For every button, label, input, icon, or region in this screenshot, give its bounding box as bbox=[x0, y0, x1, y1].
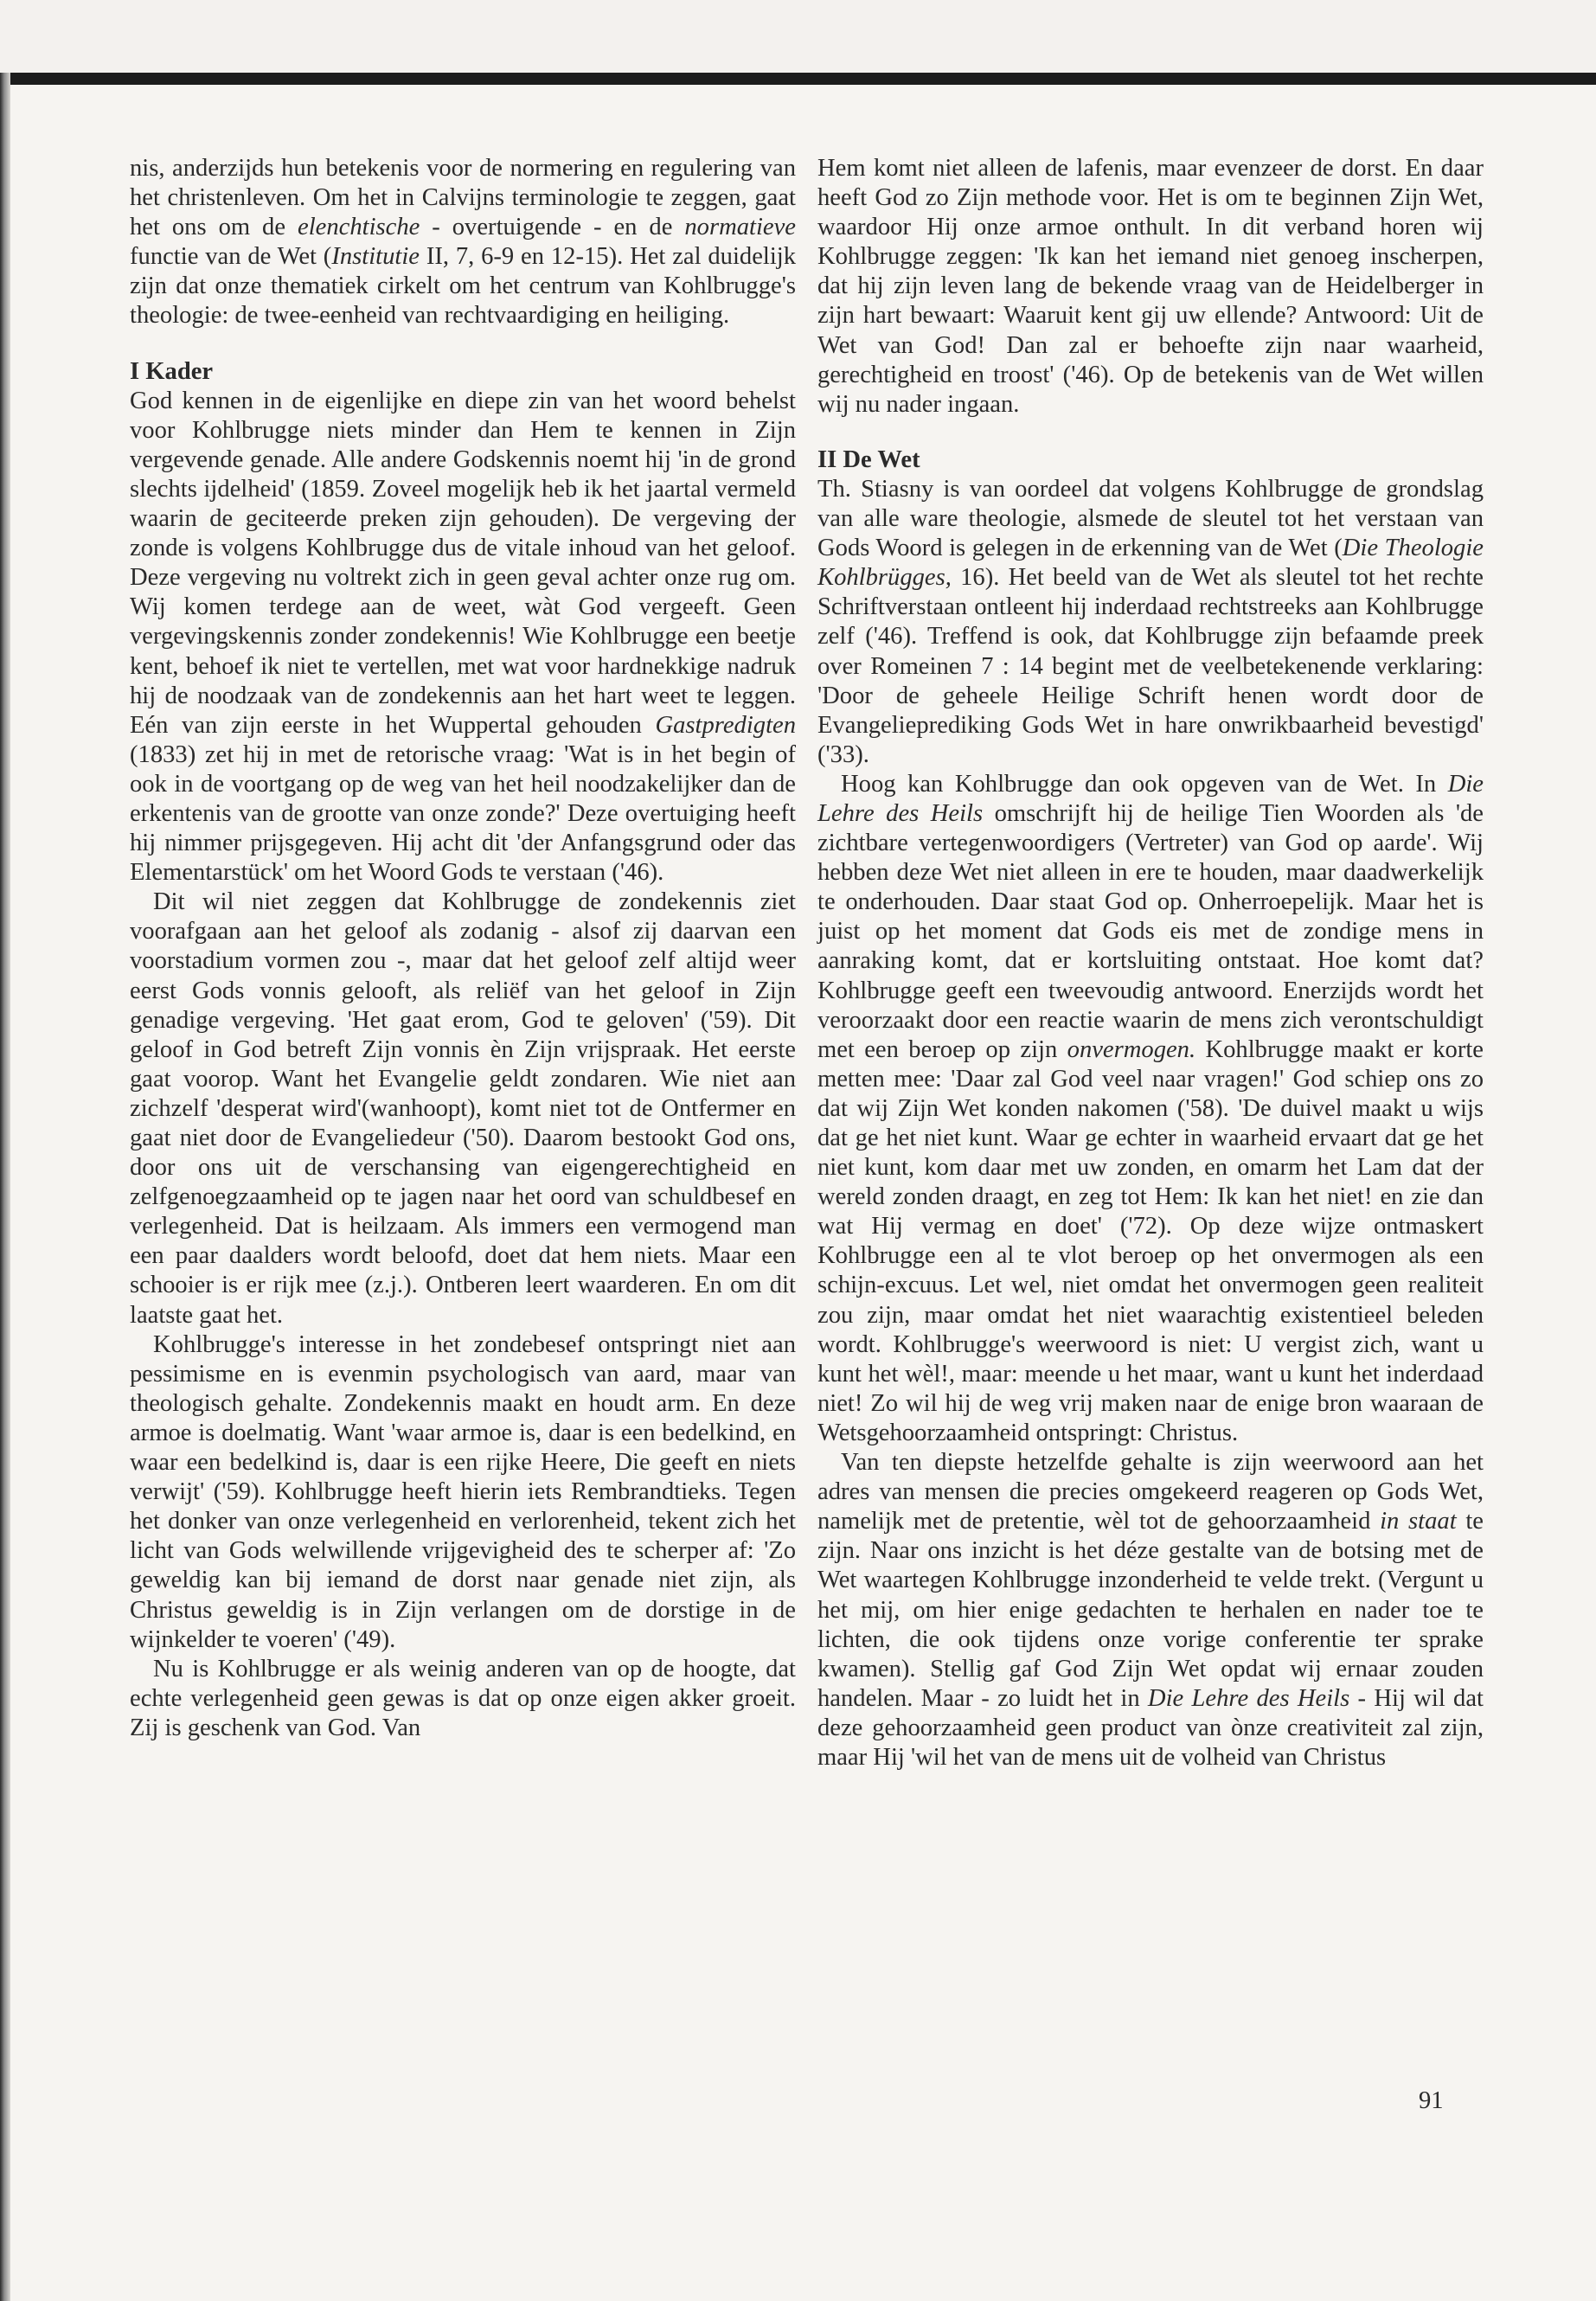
body-paragraph bbox=[130, 1330, 796, 1655]
italic-text: onvermogen. bbox=[1067, 1035, 1196, 1063]
body-paragraph bbox=[130, 387, 796, 888]
section-heading-de-wet: II De Wet bbox=[817, 445, 920, 473]
text-run: Van ten diepste hetzelfde gehalte is zijn weerwoord aan het adres van mensen die precies omgekeerd reageren op Gods Wet, namelijk met de pretentie, wèl tot de gehoorzaamheid bbox=[817, 1449, 1484, 1535]
text-run: Kohlbrugge maakt er korte metten mee: 'Daar zal God veel naar vragen!' God schiep ons zo dat wij Zijn Wet konden nakomen ('58). 'De duivel maakt u wijs dat ge het niet kunt. Waar ge echter in waarheid ervaart dat ge het niet kunt, kom daar met uw zonden, en omarm het Lam dat der wereld zonden draagt, en zeg tot Hem: Ik kan het niet! en zie dan wat Hij vermag en doet' ('72). Op deze wijze ontmaskert Kohlbrugge een al te vlot beroep op het onvermogen als een schijn-excuus. Let wel, niet omdat het onvermogen geen realiteit zou zijn, maar omdat het niet waarachtig existentieel beleden wordt. Kohlbrugge's weerwoord is niet: U vergist zich, want u kunt het wèl!, maar: meende u het maar, want u kunt het inderdaad niet! Zo wil hij de weg vrij maken naar de enige bron waaraan de Wetsgehoorzaamheid ontspringt: Christus. bbox=[817, 1035, 1484, 1446]
right-paragraphs bbox=[817, 475, 1484, 1772]
section-heading-kader: I Kader bbox=[130, 357, 214, 385]
italic-text: Institutie bbox=[331, 243, 420, 271]
right-column bbox=[817, 154, 1484, 1772]
italic-text: elenchtische bbox=[298, 214, 420, 241]
left-paragraphs bbox=[130, 387, 796, 1743]
italic-text: normatieve bbox=[684, 214, 796, 241]
text-run: - overtuigende - en de bbox=[420, 214, 685, 241]
body-paragraph bbox=[817, 475, 1484, 770]
text-run: Kohlbrugge's interesse in het zondebesef ontspringt niet aan pessimisme en is evenmin psychologisch van aard, maar van theologisch gehalte. Zondekennis maakt en houdt arm. En deze armoe is doelmatig. Want 'waar armoe is, daar is een bedelkind, en waar een bedelkind is, daar is een rijke Heere, Die geeft en niets verwijt' ('59). Kohlbrugge heeft hierin iets Rembrandtieks. Tegen het donker van onze verlegenheid en verlorenheid, tekent zich het licht van Gods welwillende vrijgevigheid des te scherper af: 'Zo geweldig kan bij iemand de dorst naar genade niet zijn, als Christus geweldig is in Zijn verlangen om de dorstige in de wijnkelder te voeren' ('49). bbox=[130, 1330, 796, 1653]
italic-text: Die Lehre des Heils bbox=[817, 770, 1484, 827]
body-paragraph bbox=[130, 888, 796, 1330]
body-paragraph bbox=[130, 1655, 796, 1743]
italic-text: Die Lehre des Heils bbox=[1147, 1684, 1350, 1712]
text-run: Th. Stiasny is van oordeel dat volgens Kohlbrugge de grondslag van alle ware theologie, alsmede de sleutel tot het verstaan van Gods Woord is gelegen in de erkenning van de Wet ( bbox=[817, 475, 1484, 562]
body-paragraph bbox=[817, 770, 1484, 1448]
text-run: (1833) zet hij in met de retorische vraag: 'Wat is in het begin of ook in de voortgang op de weg van het heil noodzakelijker dan de erkentenis van de grootte van onze zonde?' Deze overtuiging heeft hij nimmer prijsgegeven. Hij acht dit 'der Anfangsgrund oder das Elementarstück' om het Woord Gods te verstaan ('46). bbox=[130, 740, 796, 887]
italic-text: in staat bbox=[1380, 1508, 1457, 1535]
text-run: 16). Het beeld van de Wet als sleutel tot het rechte Schriftverstaan ontleent hij inderdaad rechtstreeks aan Kohlbrugge zelf ('46). Treffend is ook, dat Kohlbrugge zijn befaamde preek over Romeinen 7 : 14 begint met de veelbetekenende verklaring: 'Door de geheele Heilige Schrift henen wordt door de Evangelieprediking Gods Wet in hare onwrikbaarheid bevestigd' ('33). bbox=[817, 564, 1484, 768]
text-run: Dit wil niet zeggen dat Kohlbrugge de zondekennis ziet voorafgaan aan het geloof als zodanig - alsof zij daarvan een voorstadium vormen zou -, maar dat het geloof zelf altijd weer eerst Gods vonnis gelooft, als reliëf van het geloof in Zijn genadige vergeving. 'Het gaat erom, God te geloven' ('59). Dit geloof in God betreft Zijn vonnis èn Zijn vrijspraak. Het eerste gaat voorop. Want het Evangelie geldt zondaren. Wie niet aan zichzelf 'desperat wird'(wanhoopt), komt niet tot de Ontfermer en gaat niet door de Evangeliedeur ('50). Daarom bestookt God ons, door ons uit de verschansing van eigengerechtigheid en zelfgenoegzaamheid op te jagen naar het oord van schuldbesef en verlegenheid. Dat is heilzaam. Als immers een vermogend man een paar daalders wordt beloofd, doet dat hem niets. Maar een schooier is er rijk mee (z.j.). Ontberen leert waarderen. En om dit laatste gaat het. bbox=[130, 888, 796, 1329]
left-column bbox=[130, 154, 796, 1743]
text-run: God kennen in de eigenlijke en diepe zin van het woord behelst voor Kohlbrugge niets minder dan Hem te kennen in Zijn vergevende genade. Alle andere Godskennis noemt hij 'in de grond slechts ijdelheid' (1859. Zoveel mogelijk heb ik het jaartal vermeld waarin de geciteerde preken zijn gehouden). De vergeving der zonde is volgens Kohlbrugge dus de vitale inhoud van het geloof. Deze vergeving nu voltrekt zich in geen geval achter onze rug om. Wij komen terdege aan de weet, wàt God vergeeft. Geen vergevingskennis zonder zondekennis! Wie Kohlbrugge een beetje kent, behoef ik niet te vertellen, met wat voor hardnekkige nadruk hij de noodzaak van de zondekennis aan het hart weet te leggen. Eén van zijn eerste in het Wuppertal gehouden bbox=[130, 387, 796, 739]
text-run: nis, anderzijds hun betekenis voor de normering en regulering van het christenleven. Om het in Calvijns terminologie te zeggen, gaat het ons om de bbox=[130, 155, 796, 241]
italic-text: Gastpredigten bbox=[655, 711, 796, 739]
text-run: functie van de Wet ( bbox=[130, 243, 332, 271]
left-intro-paragraph bbox=[130, 154, 796, 331]
text-run: - Hij wil dat deze gehoorzaamheid geen product van ònze creativiteit zal zijn, maar Hij 'wil het van de mens uit de volheid van Christus bbox=[817, 1684, 1484, 1771]
right-intro-paragraph bbox=[817, 154, 1484, 420]
book-binding-edge bbox=[0, 73, 10, 2301]
text-run: te zijn. Naar ons inzicht is het déze gestalte van de botsing met de Wet waartegen Kohlbrugge inzonderheid te velde trekt. (Vergunt u het mij, om hier enige gedachten te herhalen en nader toe te lichten, die ook tijdens onze vorige conferentie ter sprake kwamen). Stellig gaf God Zijn Wet opdat wij ernaar zouden handelen. Maar - zo luidt het in bbox=[817, 1508, 1484, 1712]
page-top-edge bbox=[0, 73, 1596, 85]
page-number: 91 bbox=[1419, 2087, 1444, 2114]
text-run: Hoog kan Kohlbrugge dan ook opgeven van de Wet. In bbox=[841, 770, 1448, 798]
text-run: omschrijft hij de heilige Tien Woorden als 'de zichtbare vertegenwoordigers (Vertreter) van God op aarde'. Wij hebben deze Wet niet alleen in ere te houden, maar daadwerkelijk te onderhouden. Daar staat God op. Onherroepelijk. Maar het is juist op het moment dat Gods eis met de zondige mens in aanraking komt, dat er kortsluiting ontstaat. Hoe komt dat? Kohlbrugge geeft een tweevoudig antwoord. Enerzijds wordt het veroorzaakt door een reactie waarin de mens zich verontschuldigt met een beroep op zijn bbox=[817, 799, 1484, 1063]
text-run: Hem komt niet alleen de lafenis, maar evenzeer de dorst. En daar heeft God zo Zijn methode voor. Het is om te beginnen Zijn Wet, waardoor Hij onze armoe onthult. In dit verband horen wij Kohlbrugge zeggen: 'Ik kan het iemand niet genoeg inscherpen, dat hij zijn leven lang de bekende vraag van de Heidelberger in zijn hart bewaart: Waaruit kent gij uw ellende? Antwoord: Uit de Wet van God! Dan zal er behoefte zijn naar waarheid, gerechtigheid en troost' ('46). Op de betekenis van de Wet willen wij nu nader ingaan. bbox=[817, 155, 1484, 418]
text-run: Nu is Kohlbrugge er als weinig anderen van op de hoogte, dat echte verlegenheid geen gewas is dat op onze eigen akker groeit. Zij is geschenk van God. Van bbox=[130, 1655, 796, 1741]
text-run: II, 7, 6-9 en 12-15). Het zal duidelijk zijn dat onze thematiek cirkelt om het centrum van Kohlbrugge's theologie: de twee-eenheid van rechtvaardiging en heiliging. bbox=[130, 243, 797, 330]
body-paragraph bbox=[817, 1448, 1484, 1772]
italic-text: Die Theologie Kohlbrügges, bbox=[817, 535, 1484, 592]
